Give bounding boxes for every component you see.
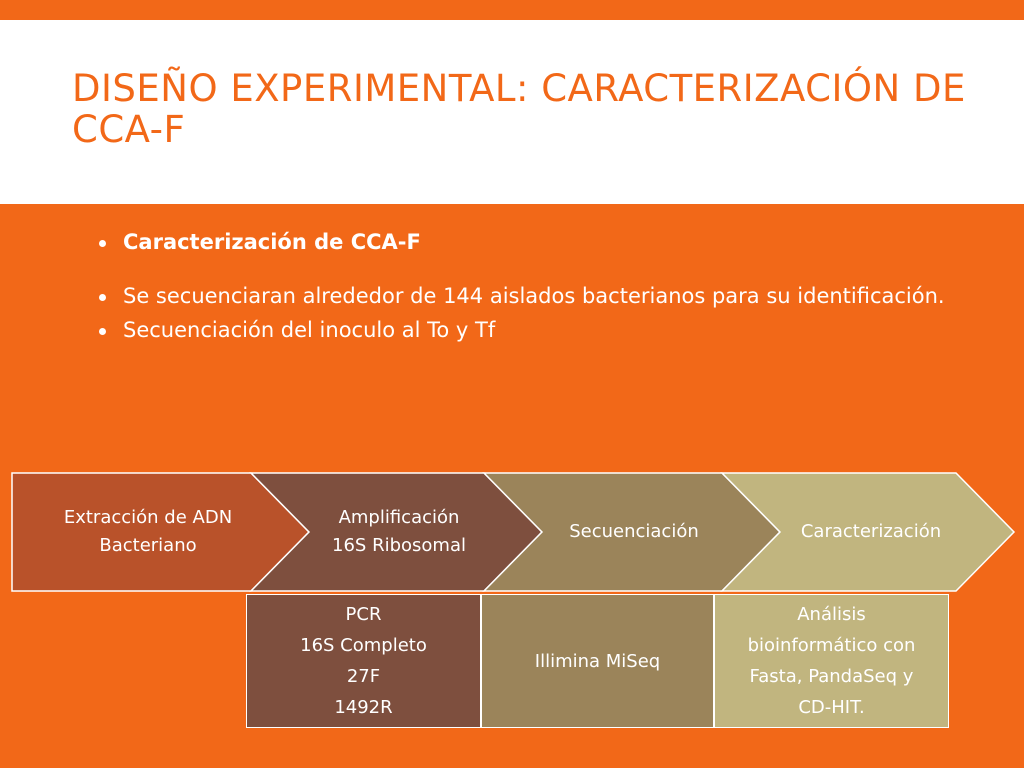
detail-box-text: Illimina MiSeq	[534, 650, 661, 672]
detail-box-bioinformatics	[714, 594, 949, 728]
step-2-text: Amplificación 16S Ribosomal	[332, 507, 466, 556]
chevron-step-3-label	[528, 473, 740, 591]
bullet-item: Caracterización de CCA-F	[96, 226, 968, 258]
bullet-item: Se secuenciaran alrededor de 144 aislados bacterianos para su identificación.	[96, 280, 968, 312]
step-4-text: Caracterización	[800, 521, 942, 542]
chevron-step-2-label	[290, 473, 508, 591]
detail-box-sequencing	[481, 594, 714, 728]
bullet-item: Secuenciación del inoculo al To y Tf	[96, 314, 968, 346]
slide-title: DISEÑO EXPERIMENTAL: CARACTERIZACIÓN DE CCA-F	[72, 67, 966, 151]
step-3-text: Secuenciación	[569, 521, 699, 542]
chevron-step-1-label	[28, 473, 268, 591]
detail-box-text: Análisis bioinformático con Fasta, PandaSeq y CD-HIT.	[747, 604, 916, 718]
detail-box-pcr	[246, 594, 481, 728]
detail-box-text: PCR 16S Completo 27F 1492R	[300, 604, 427, 718]
step-1-text: Extracción de ADN Bacteriano	[63, 507, 233, 556]
chevron-step-4-label	[764, 473, 978, 591]
